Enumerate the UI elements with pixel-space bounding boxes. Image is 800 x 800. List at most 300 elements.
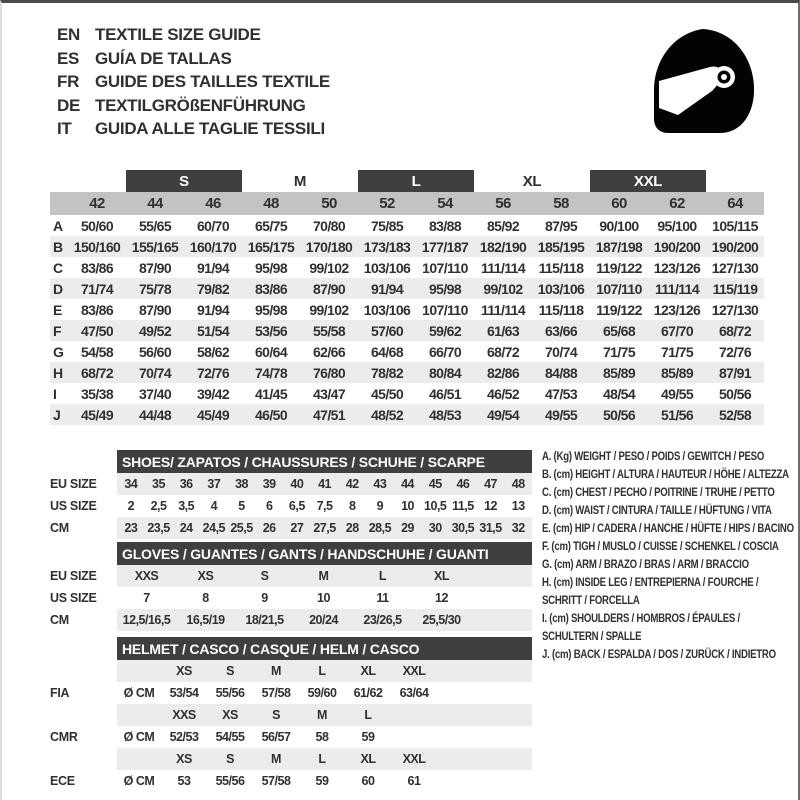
- size-value-cell: 71/74: [80, 280, 114, 297]
- cell: XXS: [172, 708, 196, 722]
- row-label: CM: [50, 521, 69, 535]
- size-value-cell: 123/126: [653, 259, 701, 276]
- main-size-table: [50, 170, 764, 425]
- cell: 18/21,5: [245, 613, 284, 627]
- row-label: [50, 704, 117, 726]
- cell: 42: [345, 477, 359, 491]
- row-letter: F: [53, 322, 62, 339]
- size-value-cell: 83/88: [428, 217, 462, 234]
- size-value-cell: 76/80: [312, 364, 346, 381]
- cell: [117, 748, 161, 770]
- cell: 60: [361, 774, 375, 788]
- size-value-cell: 99/102: [483, 280, 523, 297]
- gloves-table: [50, 542, 532, 631]
- cell: 9: [261, 591, 268, 605]
- size-value-cell: 83/86: [80, 301, 114, 318]
- size-value-cell: 84/88: [544, 364, 578, 381]
- size-group-s: S: [126, 170, 242, 192]
- size-header-cell: 52: [379, 195, 395, 212]
- size-value-cell: 75/85: [370, 217, 404, 234]
- size-value-cell: 115/118: [538, 301, 584, 318]
- cell: [117, 660, 161, 682]
- size-value-cell: 55/58: [312, 322, 346, 339]
- filler: [471, 565, 532, 587]
- size-value-cell: 57/60: [370, 322, 404, 339]
- cell: 38: [235, 477, 248, 491]
- row-letter: E: [53, 301, 63, 318]
- cell: 26: [262, 521, 276, 535]
- size-value-cell: 45/50: [370, 385, 404, 402]
- size-value-cell: 46/50: [254, 406, 288, 423]
- size-value-cell: 49/52: [138, 322, 172, 339]
- cell: 12: [435, 591, 448, 605]
- cell: XXS: [134, 569, 159, 583]
- legend-item: [542, 519, 800, 537]
- language-code: EN: [57, 25, 81, 44]
- size-header-cell: 50: [321, 195, 337, 212]
- table-row: [50, 299, 764, 320]
- size-header-cell: 48: [263, 195, 279, 212]
- legend-line: D. (cm) WAIST / CINTURA / TAILLE / HÜFTUNG / VITA: [542, 503, 772, 517]
- size-value-cell: 59/62: [428, 322, 462, 339]
- cell: 25,5/30: [422, 613, 461, 627]
- size-value-cell: 127/130: [711, 301, 759, 318]
- language-row: [57, 70, 330, 94]
- size-value-cell: 49/55: [660, 385, 694, 402]
- cell: 44: [401, 477, 414, 491]
- legend-item: [542, 465, 800, 483]
- cell: L: [364, 708, 372, 722]
- size-value-cell: 50/60: [80, 217, 114, 234]
- cell: 4: [210, 499, 218, 513]
- size-value-cell: 65/75: [254, 217, 288, 234]
- legend-item: [542, 501, 800, 519]
- row-cells: [117, 495, 532, 517]
- size-header-cell: 56: [495, 195, 511, 212]
- size-value-cell: 187/198: [595, 238, 643, 255]
- cell: [391, 704, 437, 726]
- cell: 57/58: [261, 774, 291, 788]
- size-value-cell: 107/110: [422, 259, 468, 276]
- row-label: US SIZE: [50, 591, 97, 605]
- cell: 8: [202, 591, 209, 605]
- size-value-cell: 91/94: [196, 301, 230, 318]
- cell: 27,5: [313, 521, 336, 535]
- size-value-cell: 39/42: [196, 385, 230, 402]
- size-value-cell: 91/94: [370, 280, 404, 297]
- row-cells: [117, 726, 532, 748]
- language-row: [57, 23, 330, 47]
- filler: [471, 609, 532, 631]
- size-value-cell: 99/102: [309, 259, 349, 276]
- cell: XXL: [402, 664, 426, 678]
- size-value-cell: 44/48: [138, 406, 172, 423]
- size-group-row: [50, 170, 764, 192]
- cell: XL: [434, 569, 449, 583]
- cell: 24: [179, 521, 193, 535]
- helmet-rows: [50, 660, 532, 792]
- table-row: [50, 341, 764, 362]
- size-value-cell: 54/58: [80, 343, 114, 360]
- sub-table-row: [50, 682, 532, 704]
- helmet-icon: [646, 23, 760, 141]
- language-code: ES: [57, 48, 80, 68]
- legend-item: [542, 537, 800, 555]
- size-value-cell: 123/126: [653, 301, 701, 318]
- size-value-cell: 43/47: [312, 385, 346, 402]
- table-row: [50, 278, 764, 299]
- size-value-cell: 173/183: [363, 238, 411, 255]
- size-value-cell: 103/106: [363, 301, 411, 318]
- cell: S: [260, 569, 269, 583]
- language-title: TEXTILGRÖßENFÜHRUNG: [95, 95, 306, 115]
- size-value-cell: 190/200: [711, 238, 759, 255]
- size-value-cell: 71/75: [602, 343, 636, 360]
- size-value-cell: 48/53: [428, 406, 462, 423]
- size-value-cell: 115/119: [712, 280, 758, 297]
- cell: 2,5: [150, 499, 167, 513]
- cell: 28,5: [368, 521, 392, 535]
- cell: 36: [179, 477, 193, 491]
- row-cells: [117, 704, 532, 726]
- table-row: [50, 257, 764, 278]
- cell: 11,5: [452, 499, 474, 513]
- size-value-cell: 95/100: [657, 217, 697, 234]
- filler: [437, 704, 532, 726]
- cell: XL: [360, 664, 376, 678]
- size-group-l: L: [358, 170, 474, 192]
- cell: 43: [373, 477, 387, 491]
- cell: 23/26,5: [363, 613, 402, 627]
- cell: 45: [428, 477, 442, 491]
- size-value-cell: 50/56: [602, 406, 636, 423]
- gloves-rows: [50, 565, 532, 631]
- cell: XXL: [402, 752, 426, 766]
- cell: 8: [348, 499, 356, 513]
- size-value-cell: 95/98: [254, 259, 288, 276]
- size-value-cell: 47/53: [544, 385, 578, 402]
- size-value-cell: 170/180: [305, 238, 353, 255]
- cell: L: [318, 664, 326, 678]
- cell: Ø CM: [123, 686, 155, 700]
- size-value-cell: 119/122: [596, 259, 642, 276]
- legend-line: H. (cm) INSIDE LEG / ENTREPIERNA / FOURCHE /: [542, 575, 759, 589]
- legend-line: C. (cm) CHEST / PECHO / POITRINE / TRUHE / PETTO: [542, 485, 775, 499]
- size-value-cell: 111/114: [654, 280, 700, 297]
- row-label: EU SIZE: [50, 569, 97, 583]
- size-value-cell: 165/175: [247, 238, 295, 255]
- size-value-cell: 155/165: [131, 238, 179, 255]
- language-title: GUÍA DE TALLAS: [95, 48, 232, 68]
- size-header-cell: 58: [553, 195, 569, 212]
- sub-table-row: [50, 770, 532, 792]
- size-value-cell: 68/72: [718, 322, 752, 339]
- legend-item: [542, 573, 800, 609]
- cell: 47: [484, 477, 498, 491]
- cell: 12,5/16,5: [122, 613, 171, 627]
- table-row: [50, 362, 764, 383]
- cell: 16,5/19: [186, 613, 225, 627]
- cell: 7,5: [316, 499, 333, 513]
- size-header-cell: 42: [89, 195, 105, 212]
- size-value-cell: 87/90: [138, 259, 172, 276]
- size-value-cell: 51/54: [196, 322, 230, 339]
- cell: 10,5: [424, 499, 447, 513]
- size-group-xl: XL: [522, 172, 542, 190]
- cell: 12: [484, 499, 498, 513]
- language-title: TEXTILE SIZE GUIDE: [95, 25, 261, 44]
- size-value-cell: 70/80: [312, 217, 346, 234]
- cell: 54/55: [215, 730, 245, 744]
- size-value-cell: 150/160: [73, 238, 121, 255]
- row-cells: [117, 517, 532, 539]
- cell: 10: [401, 499, 414, 513]
- row-letter: D: [53, 280, 64, 297]
- row-letter: G: [53, 343, 64, 360]
- sub-table-row: [50, 609, 532, 631]
- size-value-cell: 87/90: [312, 280, 346, 297]
- cell: 39: [262, 477, 276, 491]
- size-value-cell: 99/102: [309, 301, 349, 318]
- size-value-cell: 68/72: [80, 364, 114, 381]
- size-value-cell: 185/195: [537, 238, 585, 255]
- size-value-cell: 87/90: [138, 301, 172, 318]
- size-value-cell: 70/74: [544, 343, 578, 360]
- cell: 23,5: [147, 521, 170, 535]
- cell: 56/57: [261, 730, 291, 744]
- table-row: [50, 383, 764, 404]
- cell: S: [272, 708, 280, 722]
- cell: M: [317, 708, 327, 722]
- size-value-cell: 82/86: [486, 364, 520, 381]
- language-code: FR: [57, 72, 80, 91]
- cell: 61/62: [353, 686, 383, 700]
- filler: [437, 770, 532, 792]
- cell: XL: [360, 752, 376, 766]
- cell: 46: [456, 477, 470, 491]
- sub-table-row: [50, 495, 532, 517]
- helmet-table-title: HELMET / CASCO / CASQUE / HELM / CASCO: [117, 637, 532, 660]
- row-letter: C: [53, 259, 64, 276]
- size-value-cell: 46/51: [428, 385, 462, 402]
- legend-item: [542, 609, 800, 645]
- cell: 2: [127, 499, 135, 513]
- cell: Ø CM: [123, 730, 155, 744]
- size-value-cell: 53/56: [254, 322, 288, 339]
- table-row: [50, 404, 764, 425]
- row-label: FIA: [50, 686, 70, 700]
- size-value-cell: 47/51: [312, 406, 346, 423]
- language-row: [57, 94, 330, 118]
- cell: 53: [177, 774, 191, 788]
- size-value-cell: 47/50: [80, 322, 114, 339]
- cell: 31,5: [479, 521, 502, 535]
- size-value-cell: 45/49: [196, 406, 230, 423]
- size-value-cell: 90/100: [599, 217, 639, 234]
- sub-table-row: [50, 473, 532, 495]
- sub-table-row: [50, 660, 532, 682]
- cell: S: [226, 752, 234, 766]
- helmet-size-table: [50, 637, 532, 792]
- cell: 25,5: [230, 521, 253, 535]
- size-value-cell: 83/86: [80, 259, 114, 276]
- size-value-cell: 111/114: [480, 259, 526, 276]
- table-row: [50, 236, 764, 257]
- row-cells: [117, 565, 532, 587]
- shoes-table-title: SHOES/ ZAPATOS / CHAUSSURES / SCHUHE / SCARPE: [117, 450, 532, 473]
- row-letter: H: [53, 364, 64, 381]
- cell: L: [378, 569, 387, 583]
- cell: 63/64: [399, 686, 429, 700]
- size-group-xxl: XXL: [590, 170, 706, 192]
- cell: 9: [376, 499, 384, 513]
- size-value-cell: 79/82: [196, 280, 230, 297]
- sub-table-row: [50, 587, 532, 609]
- size-value-cell: 66/70: [428, 343, 462, 360]
- sub-table-row: [50, 748, 532, 770]
- size-value-cell: 49/54: [486, 406, 520, 423]
- size-value-cell: 35/38: [80, 385, 114, 402]
- row-label: US SIZE: [50, 499, 97, 513]
- sub-table-row: [50, 726, 532, 748]
- cell: XS: [176, 664, 192, 678]
- filler: [437, 726, 532, 748]
- size-value-cell: 190/200: [653, 238, 701, 255]
- cell: 59/60: [307, 686, 337, 700]
- cell: 55/56: [215, 774, 245, 788]
- size-value-cell: 91/94: [196, 259, 230, 276]
- size-value-cell: 119/122: [596, 301, 642, 318]
- size-value-cell: 51/56: [660, 406, 694, 423]
- size-value-cell: 85/89: [602, 364, 636, 381]
- size-value-cell: 111/114: [480, 301, 526, 318]
- cell: 58: [315, 730, 329, 744]
- size-value-cell: 58/62: [196, 343, 230, 360]
- cell: 24,5: [202, 521, 226, 535]
- cell: 10: [317, 591, 330, 605]
- cell: [117, 704, 161, 726]
- size-value-cell: 105/115: [712, 217, 758, 234]
- legend-line: A. (Kg) WEIGHT / PESO / POIDS / GEWITCH / PESO: [542, 449, 765, 463]
- size-value-cell: 72/76: [718, 343, 752, 360]
- size-value-cell: 50/56: [718, 385, 752, 402]
- cell: 28: [345, 521, 359, 535]
- cell: M: [318, 569, 329, 583]
- gloves-table-title: GLOVES / GUANTES / GANTS / HANDSCHUHE / GUANTI: [117, 542, 532, 565]
- size-value-cell: 160/170: [189, 238, 237, 255]
- cell: 59: [361, 730, 375, 744]
- cell: 40: [290, 477, 304, 491]
- cell: 11: [376, 591, 389, 605]
- size-value-cell: 75/78: [138, 280, 172, 297]
- row-label: CMR: [50, 730, 78, 744]
- size-value-cell: 80/84: [428, 364, 462, 381]
- size-value-cell: 48/52: [370, 406, 404, 423]
- size-value-cell: 95/98: [428, 280, 462, 297]
- size-value-cell: 177/187: [421, 238, 469, 255]
- cell: L: [318, 752, 326, 766]
- size-value-cell: 95/98: [254, 301, 288, 318]
- row-letter: A: [53, 217, 64, 234]
- language-title: GUIDA ALLE TAGLIE TESSILI: [95, 119, 325, 138]
- size-value-cell: 62/66: [312, 343, 346, 360]
- measurement-legend: [542, 447, 800, 663]
- cell: 61: [407, 774, 421, 788]
- cell: XS: [222, 708, 238, 722]
- size-value-cell: 46/52: [486, 385, 520, 402]
- row-label: ECE: [50, 774, 75, 788]
- sub-table-row: [50, 565, 532, 587]
- row-cells: [117, 770, 532, 792]
- row-label: EU SIZE: [50, 477, 97, 491]
- legend-line: G. (cm) ARM / BRAZO / BRAS / ARM / BRACCIO: [542, 557, 749, 571]
- cell: 34: [124, 477, 138, 491]
- size-value-cell: 71/75: [660, 343, 694, 360]
- size-value-cell: 78/82: [370, 364, 404, 381]
- cell: 30,5: [451, 521, 475, 535]
- size-header-cell: 62: [669, 195, 685, 212]
- size-value-cell: 87/95: [544, 217, 578, 234]
- cell: XS: [197, 569, 214, 583]
- size-header-cell: 46: [205, 195, 221, 212]
- size-header-cell: 60: [611, 195, 627, 212]
- row-cells: [117, 748, 532, 770]
- sub-table-row: [50, 704, 532, 726]
- cell: S: [226, 664, 234, 678]
- row-cells: [117, 682, 532, 704]
- size-value-cell: 64/68: [370, 343, 404, 360]
- filler: [471, 587, 532, 609]
- cell: 29: [401, 521, 414, 535]
- row-cells: [117, 609, 532, 631]
- size-value-cell: 74/78: [254, 364, 288, 381]
- size-value-cell: 60/64: [254, 343, 288, 360]
- row-label: CM: [50, 613, 69, 627]
- cell: 6: [265, 499, 273, 513]
- cell: M: [271, 752, 281, 766]
- cell: 32: [511, 521, 525, 535]
- size-value-cell: 67/70: [660, 322, 694, 339]
- size-value-cell: 83/86: [254, 280, 288, 297]
- cell: 7: [143, 591, 150, 605]
- row-letter: I: [53, 385, 57, 402]
- size-header-cell: 44: [147, 195, 163, 212]
- table-row: [50, 215, 764, 236]
- legend-line: E. (cm) HIP / CADERA / HANCHE / HÜFTE / HIPS / BACINO: [542, 521, 794, 535]
- cell: M: [271, 664, 281, 678]
- size-value-cell: 61/63: [486, 322, 520, 339]
- corner-cell: [50, 192, 68, 215]
- size-value-cell: 60/70: [196, 217, 230, 234]
- legend-line: F. (cm) TIGH / MUSLO / CUISSE / SCHENKEL / COSCIA: [542, 539, 779, 553]
- cell: 6,5: [288, 499, 305, 513]
- size-value-cell: 63/66: [544, 322, 578, 339]
- cell: 41: [318, 477, 331, 491]
- size-value-cell: 45/49: [80, 406, 114, 423]
- size-value-cell: 52/58: [718, 406, 752, 423]
- cell: Ø CM: [123, 774, 155, 788]
- size-header-cell: 54: [437, 195, 453, 212]
- shoes-table: [50, 450, 532, 539]
- size-value-cell: 70/74: [138, 364, 172, 381]
- cell: [391, 726, 437, 748]
- size-value-cell: 37/40: [138, 385, 172, 402]
- sub-table-row: [50, 517, 532, 539]
- language-row: [57, 47, 330, 71]
- cell: 35: [152, 477, 165, 491]
- cell: 3,5: [178, 499, 195, 513]
- size-value-cell: 72/76: [196, 364, 230, 381]
